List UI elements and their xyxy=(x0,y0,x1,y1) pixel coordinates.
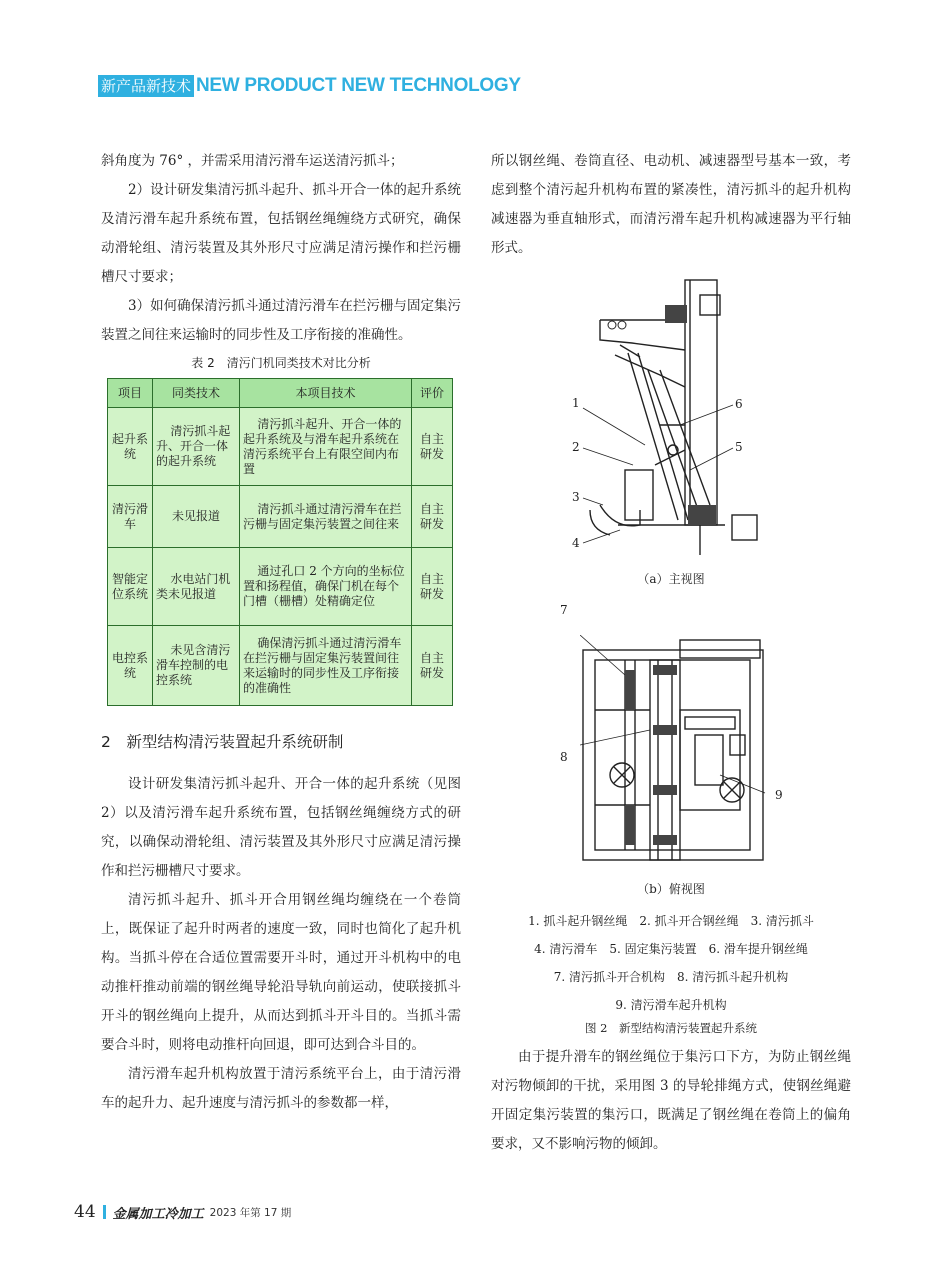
label-8: 8 xyxy=(560,750,568,764)
paragraph: 设计研发集清污抓斗起升、开合一体的起升系统（见图 2）以及清污滑车起升系统布置，包括钢丝绳缠绕方式的研究，以确保动滑轮组、清污装置及其外形尺寸应满足清污操作和拦污栅槽尺寸要求。 xyxy=(101,776,461,879)
legend-line: 9. 清污滑车起升机构 xyxy=(615,998,727,1012)
paragraph: 所以钢丝绳、卷筒直径、电动机、减速器型号基本一致，考虑到整个清污起升机构布置的紧凑性，清污抓斗的起升机构减速器为垂直轴形式，而清污滑车起升机构减速器为平行轴形式。 xyxy=(491,153,851,256)
table-header: 同类技术 xyxy=(153,379,240,408)
table-header: 评价 xyxy=(412,379,453,408)
label-1: 1 xyxy=(572,396,580,410)
table-cell: 确保清污抓斗通过清污滑车在拦污栅与固定集污装置间往来运输时的同步性及工序衔接的准确性 xyxy=(240,626,412,706)
header-cn: 新产品新技术 xyxy=(98,75,194,97)
table-cell: 自主研发 xyxy=(412,626,453,706)
magazine-name: 金属加工冷加工 xyxy=(112,1206,204,1222)
right-column-top xyxy=(491,147,851,263)
label-4: 4 xyxy=(572,536,580,550)
figure-legend xyxy=(491,907,851,1019)
table-cell: 智能定位系统 xyxy=(108,548,153,626)
label-2: 2 xyxy=(572,440,580,454)
table-row xyxy=(108,408,453,486)
label-3: 3 xyxy=(572,490,580,504)
figure-caption: 图 2 新型结构清污装置起升系统 xyxy=(585,1021,757,1035)
table-header: 项目 xyxy=(108,379,153,408)
table-cell: 自主研发 xyxy=(412,486,453,548)
table-cell: 自主研发 xyxy=(412,408,453,486)
table-cell: 自主研发 xyxy=(412,548,453,626)
paragraph: 3）如何确保清污抓斗通过清污滑车在拦污栅与固定集污装置之间往来运输时的同步性及工序衔接的准确性。 xyxy=(101,298,461,343)
top-view-drawing xyxy=(580,635,770,865)
table-row xyxy=(108,486,453,548)
label-6: 6 xyxy=(735,397,743,411)
figure-b-caption: （b）俯视图 xyxy=(637,882,705,896)
label-9: 9 xyxy=(775,788,783,802)
section-title: 2 新型结构清污装置起升系统研制 xyxy=(101,733,344,751)
table-cell: 未见含清污滑车控制的电控系统 xyxy=(153,626,240,706)
table-header: 本项目技术 xyxy=(240,379,412,408)
figure-a-caption: （a）主视图 xyxy=(637,572,705,586)
page-footer xyxy=(74,1202,291,1222)
table-cell: 清污抓斗通过清污滑车在拦污栅与固定集污装置之间往来 xyxy=(240,486,412,548)
table-cell: 通过孔口 2 个方向的坐标位置和扬程值，确保门机在每个门槽（栅槽）处精确定位 xyxy=(240,548,412,626)
table-cell: 起升系统 xyxy=(108,408,153,486)
label-7: 7 xyxy=(560,603,568,617)
page-number: 44 xyxy=(74,1202,96,1222)
table-row xyxy=(108,548,453,626)
legend-line: 7. 清污抓斗开合机构 8. 清污抓斗起升机构 xyxy=(553,970,789,984)
legend-line: 4. 清污滑车 5. 固定集污装置 6. 滑车提升钢丝绳 xyxy=(534,942,808,956)
label-5: 5 xyxy=(735,440,743,454)
issue-label: 2023 年第 17 期 xyxy=(209,1206,292,1219)
table-row xyxy=(108,626,453,706)
footer-divider xyxy=(103,1205,106,1219)
table-cell: 水电站门机类未见报道 xyxy=(153,548,240,626)
table-cell: 清污抓斗起升、开合一体的起升系统 xyxy=(153,408,240,486)
table-header-row xyxy=(108,379,453,408)
paragraph: 斜角度为 76° ，并需采用清污滑车运送清污抓斗； xyxy=(101,153,404,169)
comparison-table xyxy=(107,378,453,706)
paragraph: 2）设计研发集清污抓斗起升、抓斗开合一体的起升系统及清污滑车起升系统布置，包括钢丝绳缠绕方式研究，确保动滑轮组、清污装置及其外形尺寸应满足清污操作和拦污栅槽尺寸要求； xyxy=(101,182,461,285)
table-caption: 表 2 清污门机同类技术对比分析 xyxy=(191,356,371,370)
paragraph: 清污抓斗起升、抓斗开合用钢丝绳均缠绕在一个卷筒上，既保证了起升时两者的速度一致，同时也简化了起升机构。当抓斗停在合适位置需要开斗时，通过开斗机构中的电动推杆推动前端的钢丝绳导轮沿导轨向前运动，使联接抓斗开斗的钢丝绳向上提升，从而达到抓斗开斗目的。当抓斗需要合斗时，则将电动推杆向回退，即可达到合斗目的。 xyxy=(101,892,461,1053)
legend-line: 1. 抓斗起升钢丝绳 2. 抓斗开合钢丝绳 3. 清污抓斗 xyxy=(528,914,814,928)
front-view-leaders xyxy=(565,390,765,560)
table-cell: 清污抓斗起升、开合一体的起升系统及与滑车起升系统在清污系统平台上有限空间内布置 xyxy=(240,408,412,486)
right-column-bottom xyxy=(491,1043,851,1159)
running-header xyxy=(98,75,521,97)
paragraph: 清污滑车起升机构放置于清污系统平台上，由于清污滑车的起升力、起升速度与清污抓斗的参数都一样， xyxy=(101,1066,461,1111)
header-en: NEW PRODUCT NEW TECHNOLOGY xyxy=(196,75,521,96)
table-cell: 清污滑车 xyxy=(108,486,153,548)
paragraph: 由于提升滑车的钢丝绳位于集污口下方，为防止钢丝绳对污物倾卸的干扰，采用图 3 的导轮排绳方式，使钢丝绳避开固定集污装置的集污口，既满足了钢丝绳在卷筒上的偏角要求，又不影响污物的倾卸。 xyxy=(491,1049,851,1152)
table-cell: 电控系统 xyxy=(108,626,153,706)
left-column xyxy=(101,147,461,1118)
table-cell: 未见报道 xyxy=(153,486,240,548)
